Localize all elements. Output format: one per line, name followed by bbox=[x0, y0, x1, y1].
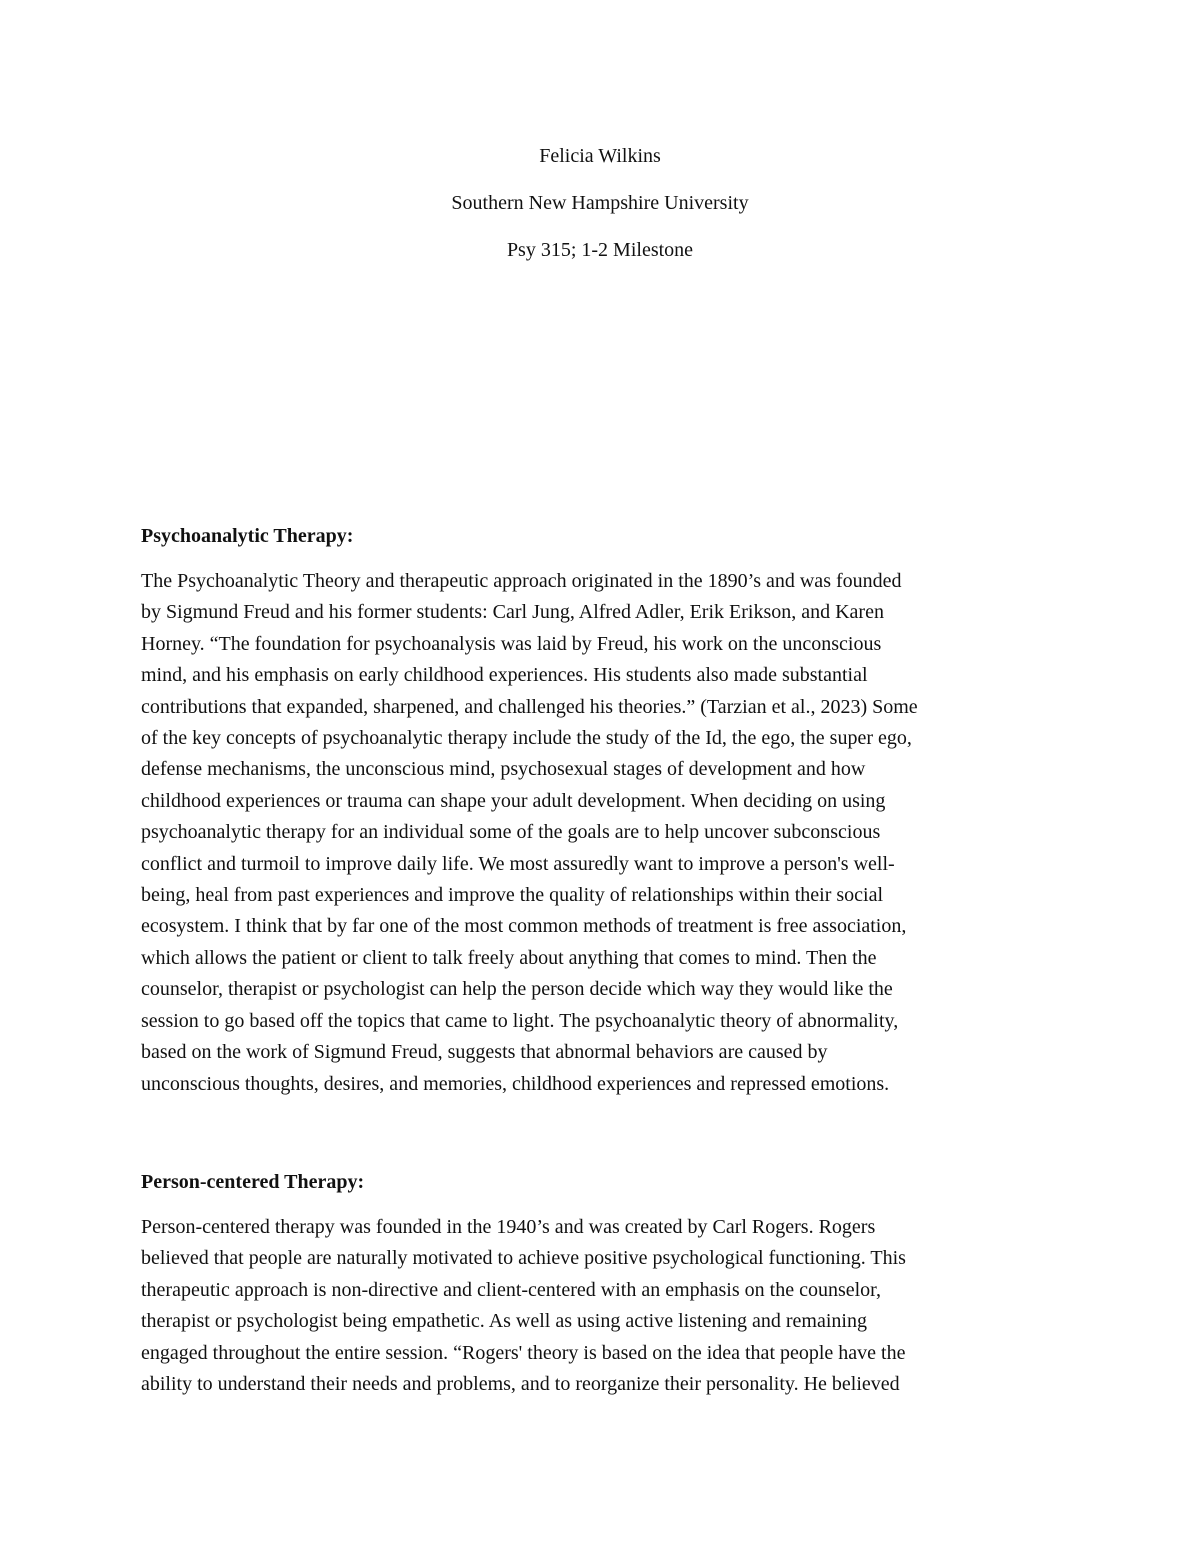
paragraph-line: Person-centered therapy was founded in the 1940’s and was created by Carl Rogers. Rogers bbox=[141, 1216, 876, 1238]
author-name: Felicia Wilkins bbox=[539, 145, 661, 167]
institution-name: Southern New Hampshire University bbox=[451, 192, 749, 214]
section-person-centered-therapy bbox=[141, 1168, 1061, 1400]
paragraph-line: unconscious thoughts, desires, and memories, childhood experiences and repressed emotions. bbox=[141, 1072, 890, 1095]
paragraph-line: contributions that expanded, sharpened, and challenged his theories.” (Tarzian et al., 2023) Some bbox=[141, 695, 918, 718]
title-block bbox=[0, 142, 1200, 283]
paragraph-line: mind, and his emphasis on early childhood experiences. His students also made substantial bbox=[141, 664, 868, 687]
paragraph-line: Horney. “The foundation for psychoanalysis was laid by Freud, his work on the unconscious bbox=[141, 632, 882, 655]
section-paragraph bbox=[141, 566, 1061, 1100]
paragraph-line: being, heal from past experiences and improve the quality of relationships within their social bbox=[141, 884, 884, 907]
paragraph-line: ecosystem. I think that by far one of the most common methods of treatment is free association, bbox=[141, 915, 907, 938]
paragraph-line: The Psychoanalytic Theory and therapeutic approach originated in the 1890’s and was founded bbox=[141, 570, 902, 592]
paragraph-line: childhood experiences or trauma can shape your adult development. When deciding on using bbox=[141, 789, 886, 812]
paragraph-line: defense mechanisms, the unconscious mind, psychosexual stages of development and how bbox=[141, 758, 866, 781]
paragraph-line: based on the work of Sigmund Freud, suggests that abnormal behaviors are caused by bbox=[141, 1041, 828, 1064]
paragraph-line: which allows the patient or client to talk freely about anything that comes to mind. Then the bbox=[141, 946, 877, 969]
paragraph-line: engaged throughout the entire session. “Rogers' theory is based on the idea that people have the bbox=[141, 1341, 906, 1364]
paragraph-line: psychoanalytic therapy for an individual some of the goals are to help uncover subconscious bbox=[141, 821, 881, 844]
paragraph-line: ability to understand their needs and problems, and to reorganize their personality. He believed bbox=[141, 1373, 900, 1396]
paragraph-line: therapist or psychologist being empathetic. As well as using active listening and remaining bbox=[141, 1310, 867, 1333]
paragraph-line: counselor, therapist or psychologist can help the person decide which way they would like the bbox=[141, 978, 893, 1001]
section-heading: Person-centered Therapy: bbox=[141, 1171, 365, 1193]
paragraph-line: conflict and turmoil to improve daily life. We most assuredly want to improve a person's well- bbox=[141, 852, 895, 875]
section-psychoanalytic-therapy bbox=[141, 522, 1061, 1100]
section-heading: Psychoanalytic Therapy: bbox=[141, 525, 354, 547]
paragraph-line: by Sigmund Freud and his former students: Carl Jung, Alfred Adler, Erik Erikson, and Karen bbox=[141, 601, 884, 624]
paragraph-line: of the key concepts of psychoanalytic therapy include the study of the Id, the ego, the super ego, bbox=[141, 727, 912, 750]
section-paragraph bbox=[141, 1212, 1061, 1400]
paragraph-line: believed that people are naturally motivated to achieve positive psychological functioning. This bbox=[141, 1247, 906, 1270]
paragraph-line: session to go based off the topics that came to light. The psychoanalytic theory of abnormality, bbox=[141, 1009, 899, 1032]
course-title: Psy 315; 1-2 Milestone bbox=[506, 239, 694, 261]
paragraph-line: therapeutic approach is non-directive and client-centered with an emphasis on the counselor, bbox=[141, 1278, 882, 1301]
